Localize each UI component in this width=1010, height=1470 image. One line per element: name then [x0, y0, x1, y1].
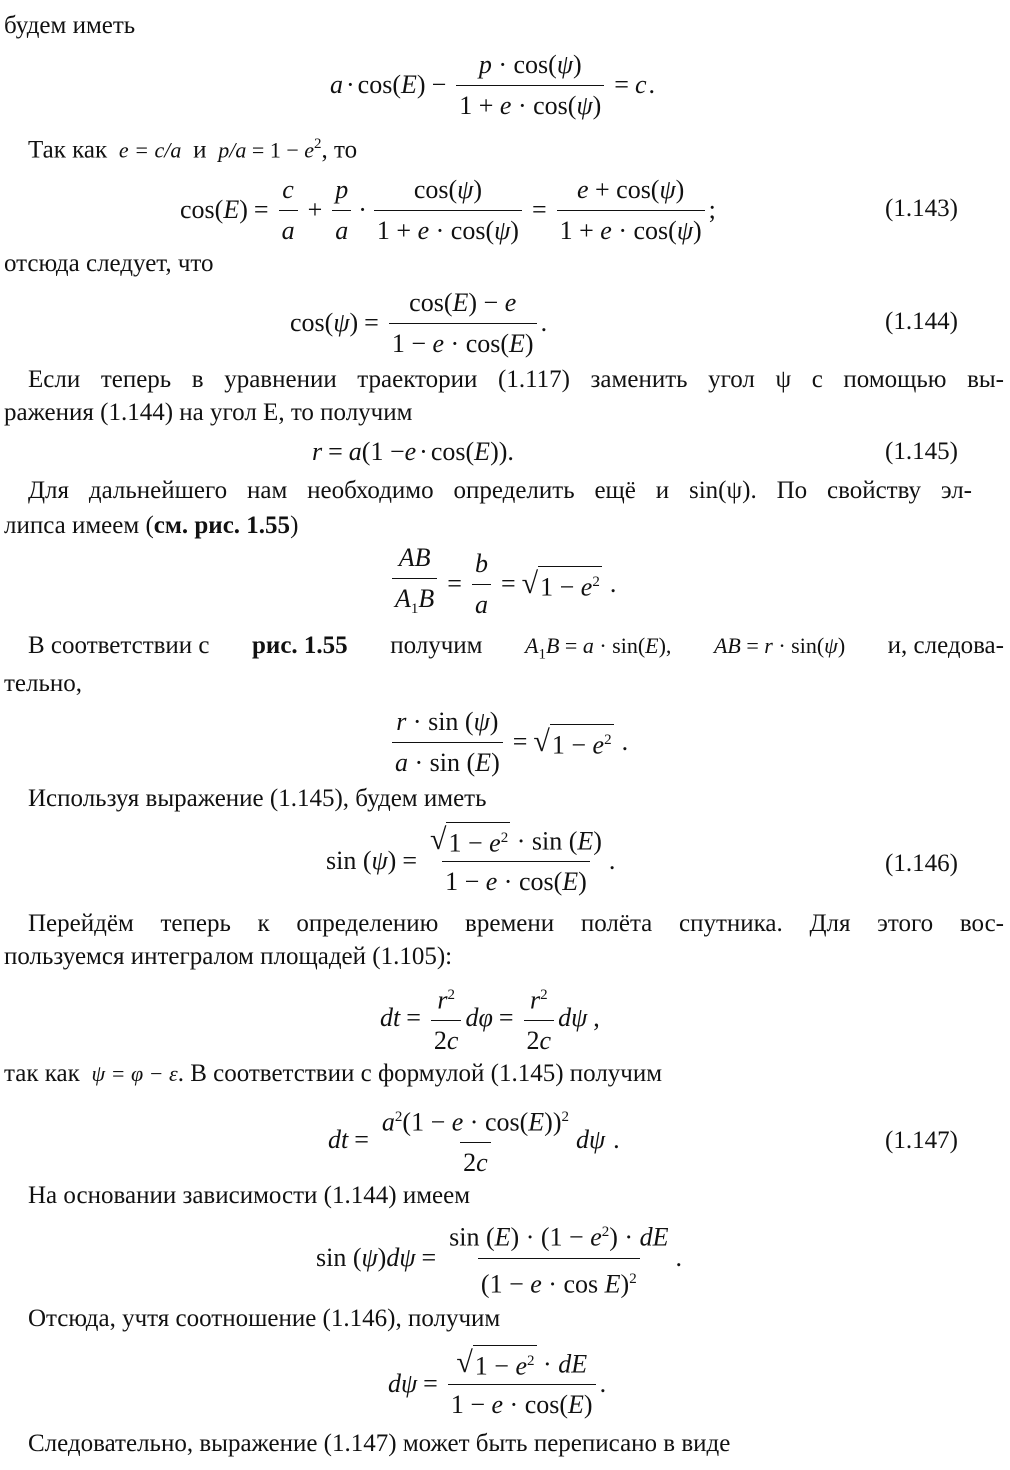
figure-reference: см. рис. 1.55: [153, 512, 291, 539]
equation-number: (1.147): [885, 1127, 958, 1154]
text-line: пользуемся интегралом площадей (1.105):: [4, 943, 453, 970]
figure-reference: рис. 1.55: [252, 632, 348, 659]
text-line: В соответствии с рис. 1.55 получим $A_1B = a \cdot \sin(E)$, AB = r · sin(ψ) и, следова-: [28, 630, 1004, 670]
equation: a · cos( E ) − $\frac{p \cdot \cos(\psi)}{1 + e \cdot \cos(\psi)}$ = c .: [330, 40, 655, 130]
text-fragment: липса имеем (: [4, 512, 154, 539]
text-line: Отсюда, учтя соотношение (1.146), получим: [28, 1305, 501, 1332]
equation-number: (1.143): [885, 195, 958, 222]
equation-1-146: sin ( ψ ) = √ $1 - e^2$ · sin (E) 1 − e · cos(E) .: [326, 815, 615, 907]
equation: dt = $\frac{r^2}{2c}$ dφ = $\frac{r^2}{2c}$ dψ ,: [380, 975, 600, 1061]
equation-1-143: cos( E ) = $\frac{c}{a}$ + $\frac{p}{a}$ · $\frac{\cos(\psi)}{1 + e \cdot \cos(\psi)}$ = $\frac{e + \cos(\psi)}{1 + e \cdot \cos(\psi)}$ ;: [180, 165, 716, 255]
text-line: будем иметь: [4, 12, 136, 39]
equation-1-147: dt = $\frac{a^2(1 - e \cdot \cos(E))^2}{2c}$ dψ .: [328, 1094, 620, 1186]
equation-number: (1.146): [885, 850, 958, 877]
text-fragment: , то: [321, 136, 358, 164]
equation: sin ( ψ ) dψ = $\frac{\sin (E) \cdot (1 - e^2) \cdot dE}{(1 - e \cdot \cos E)^2}$ .: [316, 1212, 682, 1304]
text-fragment: . В соответствии с формулой (1.145) получим: [177, 1060, 663, 1087]
text-fragment: ): [290, 512, 299, 539]
text-line: Следовательно, выражение (1.147) может быть переписано в виде: [28, 1430, 731, 1457]
text-line: так как ψ = φ − ε. В соответствии с формулой (1.145) получим: [4, 1060, 663, 1087]
equation-1-145: r = a (1 − e · cos( E )).: [312, 437, 514, 466]
text-fragment: Так как: [28, 136, 108, 164]
equation-1-144: cos( ψ ) = $\frac{\cos(E) - e}{1 - e \cdot \cos(E)}$ .: [290, 278, 547, 368]
text-line: Для дальнейшего нам необходимо определить ещё и sin(ψ). По свойству эл-: [28, 477, 972, 504]
text-line: [4, 510, 298, 542]
equation: $\frac{AB}{A_1B}$ = $\frac{b}{a}$ = √ $1 - e^2$ .: [388, 542, 616, 626]
text-fragment: и, следова-: [887, 632, 1004, 659]
text-fragment: В соответствии с: [28, 632, 210, 659]
text-line: отсюда следует, что: [4, 250, 214, 277]
text-line: ражения (1.144) на угол E, то получим: [4, 399, 413, 426]
text-fragment: и: [193, 136, 207, 164]
text-fragment: получим: [390, 632, 483, 659]
equation: $\frac{r \cdot \sin (\psi)}{a \cdot \sin (E)}$ = √ $1 - e^2$ .: [388, 700, 628, 784]
text-line: Перейдём теперь к определению времени полёта спутника. Для этого вос-: [28, 910, 1004, 937]
text-line: Если теперь в уравнении траектории (1.117) заменить угол ψ с помощью вы-: [28, 366, 1004, 393]
text-line: Так как e = c/a и $p/a = 1 - e^2$, то: [28, 136, 358, 164]
text-line: На основании зависимости (1.144) имеем: [28, 1182, 471, 1209]
text-line: Используя выражение (1.145), будем иметь: [28, 785, 487, 812]
text-fragment: так как: [4, 1060, 80, 1087]
equation-number: (1.144): [885, 308, 958, 335]
text-line: тельно,: [4, 670, 83, 697]
equation: dψ = √ $1 - e^2$ · dE 1 − e · cos(E) .: [388, 1338, 606, 1430]
equation-number: (1.145): [885, 438, 958, 465]
